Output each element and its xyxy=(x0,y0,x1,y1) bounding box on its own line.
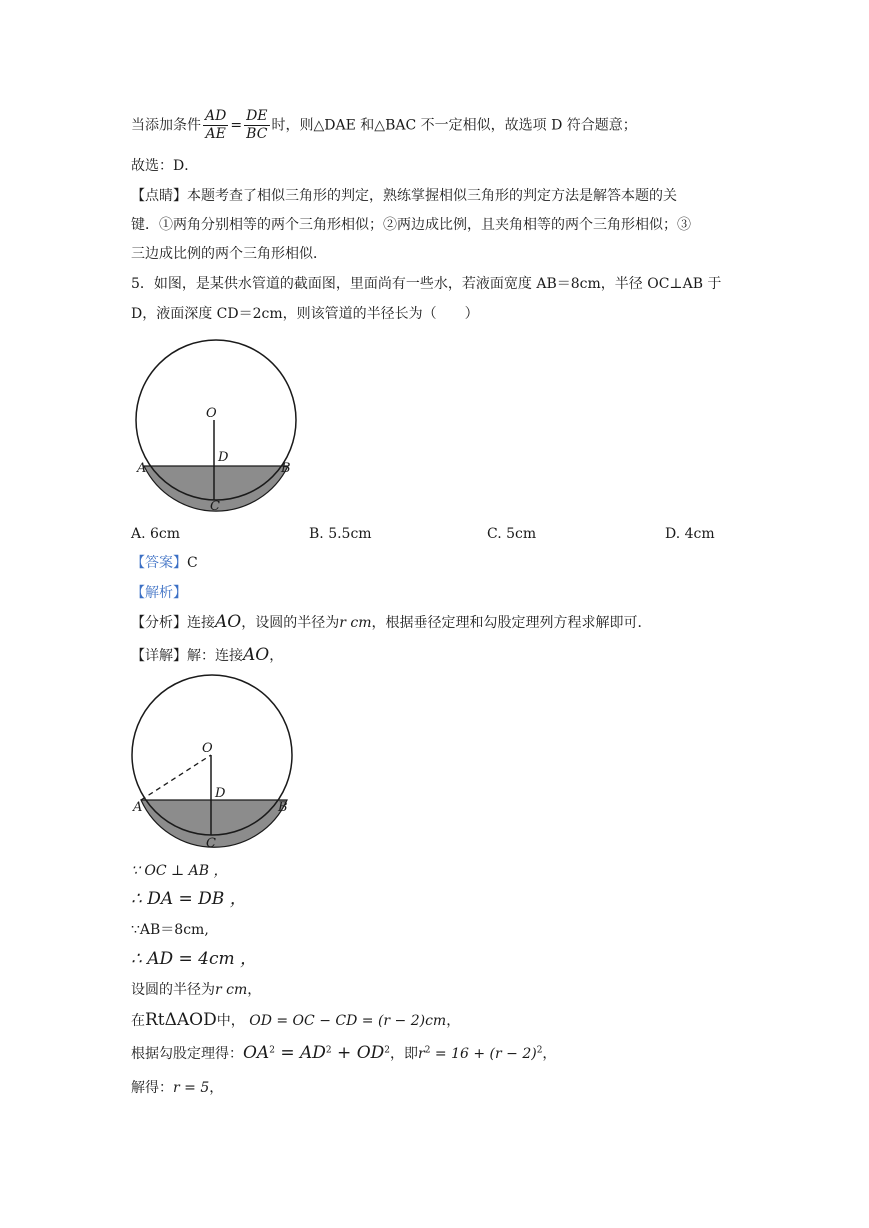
label-a-2: A xyxy=(133,800,143,815)
label-c: C xyxy=(210,499,220,514)
step-set-radius: 设圆的半径为r cm， xyxy=(131,982,262,998)
option-c: C. 5cm xyxy=(487,526,537,542)
label-o-2: O xyxy=(202,741,213,756)
condition-line: 当添加条件 $\frac{AD}{AE}$ = $\frac{DE}{BC}$ 时，则△DAE 和△BAC 不一定相似，故选项 D 符合题意； xyxy=(131,108,637,142)
fraction-ad-ae: $\frac{AD}{AE}$ xyxy=(205,108,227,142)
fenxi-line: 【分析】连接AO，设圆的半径为r cm，根据垂径定理和勾股定理列方程求解即可． xyxy=(131,612,652,632)
answer-tag: 【答案】 xyxy=(131,555,187,571)
step-ad-4cm: ∴ AD = 4cm ， xyxy=(131,949,258,969)
step-because-perpendicular: ∵ OC ⊥ AB ， xyxy=(131,863,228,879)
fraction-de-bc: $\frac{DE}{BC}$ xyxy=(246,108,268,142)
choose-d-line: 故选：D． xyxy=(131,158,199,174)
pipe-cross-section-figure xyxy=(126,332,306,518)
label-d-2: D xyxy=(215,786,226,801)
step-rt-triangle: 在RtΔAOD中， OD = OC − CD = (r − 2)cm， xyxy=(131,1010,461,1030)
condition-prefix: 当添加条件 xyxy=(131,117,201,134)
xiangjie-line: 【详解】解：连接AO， xyxy=(131,645,284,665)
label-o: O xyxy=(206,406,217,421)
option-d: D. 4cm xyxy=(665,526,715,542)
label-b: B xyxy=(281,461,291,476)
question-line-1: 5．如图，是某供水管道的截面图，里面尚有一些水，若液面宽度 AB＝8cm，半径 OC⊥AB 于 xyxy=(131,276,722,292)
analysis-tag: 【解析】 xyxy=(131,585,187,601)
step-pythagoras: 根据勾股定理得：$OA^2 = AD^2 + OD^2$，即$r^2 = 16 + (r - 2)^2$， xyxy=(131,1043,557,1063)
dianjing-line-2: 键．①两角分别相等的两个三角形相似；②两边成比例，且夹角相等的两个三角形相似；③ xyxy=(131,217,691,233)
label-a: A xyxy=(137,461,147,476)
option-b: B. 5.5cm xyxy=(309,526,372,542)
question-line-2: D，液面深度 CD＝2cm，则该管道的半径长为（ ） xyxy=(131,306,479,322)
pipe-cross-section-figure-2 xyxy=(124,670,304,856)
label-c-2: C xyxy=(206,836,216,851)
option-a: A. 6cm xyxy=(131,526,181,542)
step-therefore-equal: ∴ DA = DB ， xyxy=(131,889,247,909)
step-ab-8cm: ∵AB＝8cm, xyxy=(131,922,209,938)
label-b-2: B xyxy=(278,800,288,815)
dianjing-line-1: 【点睛】本题考查了相似三角形的判定，熟练掌握相似三角形的判定方法是解答本题的关 xyxy=(131,188,677,204)
step-solution: 解得：r = 5， xyxy=(131,1080,224,1096)
condition-suffix: 时，则△DAE 和△BAC 不一定相似，故选项 D 符合题意； xyxy=(271,117,637,134)
dashed-ao xyxy=(141,755,211,800)
answer-line xyxy=(131,554,198,572)
dianjing-line-3: 三边成比例的两个三角形相似． xyxy=(131,246,327,262)
label-d: D xyxy=(218,450,229,465)
answer-value: C xyxy=(187,555,198,571)
